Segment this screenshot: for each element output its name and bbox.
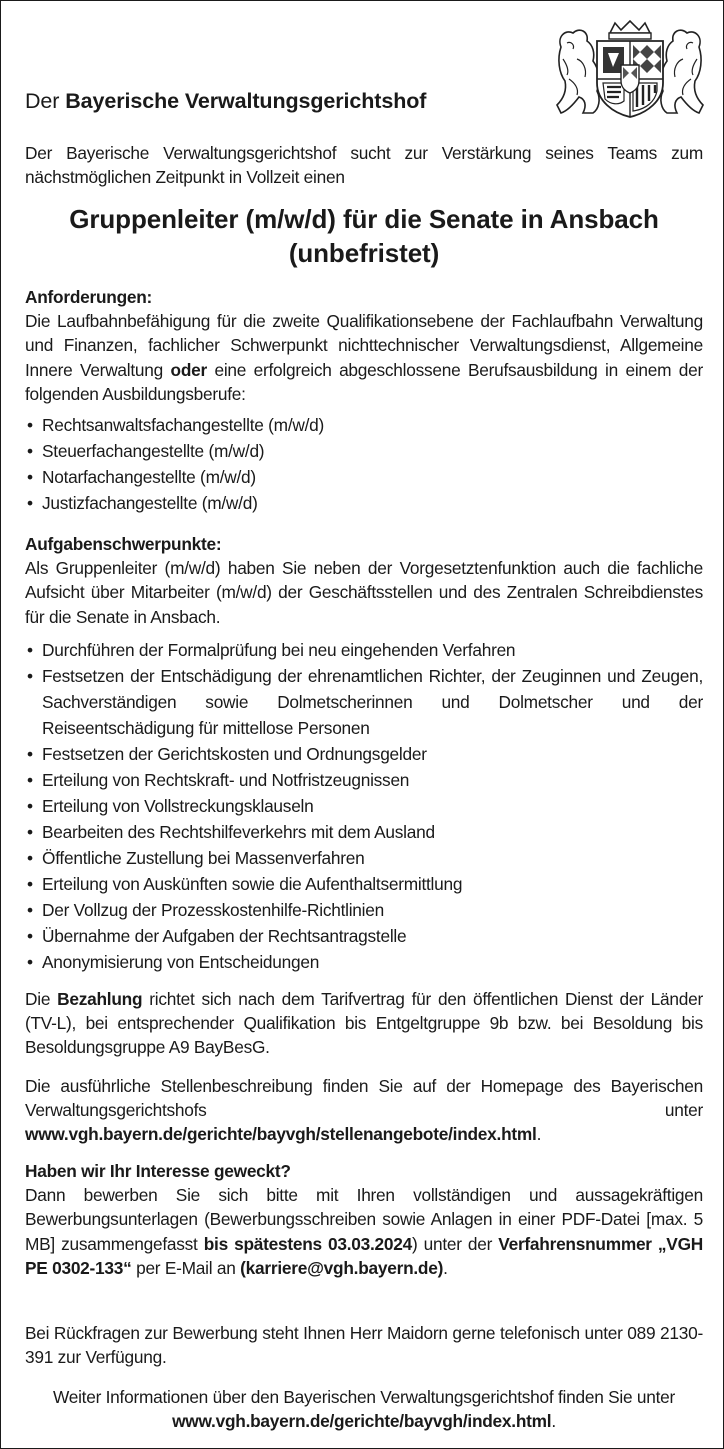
more-info-text-end: . [551, 1411, 556, 1432]
list-item: • Notarfachangestellte (m/w/d) [25, 464, 703, 490]
apply-reference-number: Verfahrensnummer „VGH PE 0302-133“ [25, 1233, 703, 1278]
more-info-text [25, 1385, 703, 1433]
description-text-end: . [536, 1124, 542, 1145]
list-item: • Erteilung von Rechtskraft- und Notfristzeugnissen [25, 767, 703, 793]
apply-deadline: bis spätestens 03.03.2024 [203, 1233, 412, 1254]
more-info-text-start: Weiter Informationen über den Bayerischen Verwaltungsgerichtshof finden Sie unter [52, 1387, 676, 1407]
apply-text-1: Dann bewerben Sie sich bitte mit Ihren vollständigen und aussagekräftigen Bewerbungsunterlagen (Bewerbungsschreiben sowie Anlagen in einer PDF-Datei [max. 5 MB] zusammengefasst [25, 1185, 703, 1254]
tasks-section [25, 532, 703, 975]
apply-text [25, 1183, 703, 1280]
apply-email-link[interactable]: (karriere@vgh.bayern.de) [240, 1257, 444, 1278]
payment-text-end: richtet sich nach dem Tarifvertrag für den öffentlichen Dienst der Länder (TV-L), bei entsprechender Qualifikation bis Entgeltgruppe 9b bzw. bei Besoldung bis Besoldungsgruppe A9 BayBesG. [25, 989, 703, 1058]
requirements-text [25, 309, 703, 406]
contact-text: Bei Rückfragen zur Bewerbung steht Ihnen Herr Maidorn gerne telefonisch unter 089 2130-391 zur Verfügung. [25, 1323, 703, 1368]
apply-text-3: per E-Mail an [131, 1257, 241, 1278]
apply-text-4: . [443, 1257, 448, 1278]
employer-name: Bayerische Verwaltungsgerichtshof [65, 89, 427, 113]
job-title-line-2: (unbefristet) [288, 238, 440, 268]
intro-text: Der Bayerische Verwaltungsgerichtshof sucht zur Verstärkung seines Teams zum nächstmöglichen Zeitpunkt in Vollzeit einen [25, 143, 703, 188]
tasks-list [25, 637, 703, 975]
job-title [25, 202, 703, 270]
list-item: • Anonymisierung von Entscheidungen [25, 949, 703, 975]
list-item: • Justizfachangestellte (m/w/d) [25, 490, 703, 516]
list-item: • Erteilung von Auskünften sowie die Aufenthaltsermittlung [25, 871, 703, 897]
requirements-text-end: eine erfolgreich abgeschlossene Berufsausbildung in einem der folgenden Ausbildungsberufe: [25, 359, 704, 404]
payment-text [25, 987, 703, 1060]
list-item: • Bearbeiten des Rechtshilfeverkehrs mit dem Ausland [25, 819, 703, 845]
list-item: • Erteilung von Vollstreckungsklauseln [25, 793, 703, 819]
apply-heading: Haben wir Ihr Interesse geweckt? [25, 1161, 291, 1181]
apply-section [25, 1159, 703, 1280]
list-item: • Rechtsanwaltsfachangestellte (m/w/d) [25, 412, 703, 438]
tasks-heading: Aufgabenschwerpunkte: [25, 534, 222, 554]
description-link[interactable]: www.vgh.bayern.de/gerichte/bayvgh/stellenangebote/index.html [25, 1124, 537, 1145]
payment-text-bold: Bezahlung [57, 989, 143, 1009]
apply-text-2: ) unter der [412, 1233, 499, 1254]
requirements-list [25, 412, 703, 516]
description-text [25, 1074, 703, 1147]
list-item: • Durchführen der Formalprüfung bei neu eingehenden Verfahren [25, 637, 703, 663]
list-item: • Steuerfachangestellte (m/w/d) [25, 438, 703, 464]
requirements-section [25, 285, 703, 516]
requirements-text-start: Die Laufbahnbefähigung für die zweite Qualifikationsebene der Fachlaufbahn Verwaltung und Finanzen, fachlicher Schwerpunkt nichttechnischer Verwaltungsdienst, Allgemeine Innere Verwaltung [25, 311, 703, 380]
requirements-heading: Anforderungen: [25, 287, 153, 307]
more-info-link[interactable]: www.vgh.bayern.de/gerichte/bayvgh/index.html [172, 1411, 552, 1432]
employer-heading [25, 87, 426, 115]
list-item: • Der Vollzug der Prozesskostenhilfe-Richtlinien [25, 897, 703, 923]
payment-text-start: Die [25, 989, 58, 1009]
list-item: • Öffentliche Zustellung bei Massenverfahren [25, 845, 703, 871]
requirements-text-bold: oder [170, 359, 207, 380]
list-item: • Übernahme der Aufgaben der Rechtsantragstelle [25, 923, 703, 949]
job-title-line-1: Gruppenleiter (m/w/d) für die Senate in Ansbach [69, 204, 659, 234]
tasks-text: Als Gruppenleiter (m/w/d) haben Sie neben der Vorgesetztenfunktion auch die fachliche Aufsicht über Mitarbeiter (m/w/d) der Geschäftsstellen und des Zentralen Schreibdienstes für die Senate in Ansbach. [25, 558, 703, 627]
list-item: • Festsetzen der Gerichtskosten und Ordnungsgelder [25, 741, 703, 767]
list-item: • Festsetzen der Entschädigung der ehrenamtlichen Richter, der Zeuginnen und Zeugen, Sachverständigen sowie Dolmetscherinnen und Dolmetscher und der Reiseentschädigung für mittellose Personen [25, 663, 703, 741]
employer-prefix: Der [25, 89, 60, 113]
bavarian-coat-of-arms-icon [553, 19, 707, 119]
description-text-start: Die ausführliche Stellenbeschreibung finden Sie auf der Homepage des Bayerischen Verwaltungsgerichtshofs unter [25, 1076, 703, 1121]
